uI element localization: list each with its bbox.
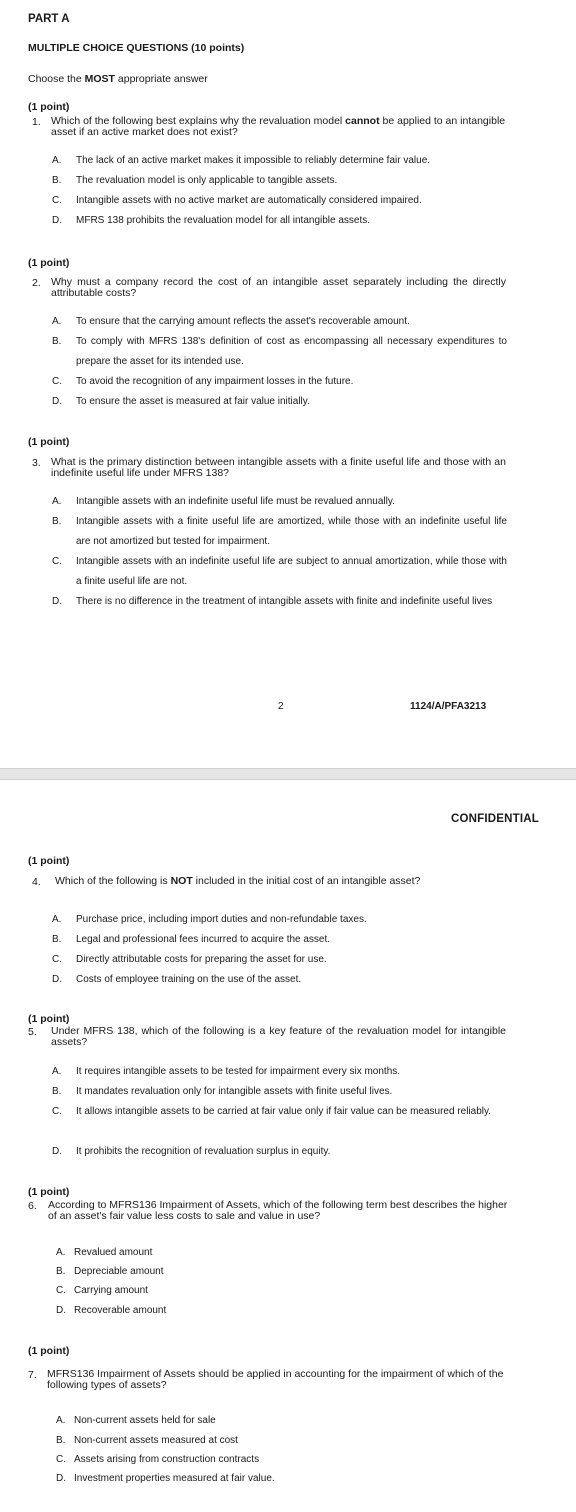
option-text: It prohibits the recognition of revaluation surplus in equity. — [76, 1146, 331, 1157]
option-letter: B. — [56, 1266, 66, 1277]
question-text-pre: Which of the following is — [55, 875, 171, 887]
option-letter: C. — [52, 376, 62, 387]
option-letter: D. — [52, 974, 62, 985]
option-letter: B. — [56, 1435, 66, 1446]
option-text: Investment properties measured at fair value. — [74, 1473, 275, 1484]
question-text: According to MFRS136 Impairment of Assets, which of the following term best describes the higher of an asset's fair value less costs to sale and value in use? — [48, 1199, 508, 1222]
question-number: 6. — [28, 1200, 37, 1212]
option-letter: C. — [56, 1285, 66, 1296]
question-points: (1 point) — [28, 257, 70, 269]
option-letter: D. — [56, 1305, 66, 1316]
option-d[interactable] — [52, 1146, 507, 1166]
part-heading: PART A — [28, 13, 70, 25]
option-text: Recoverable amount — [74, 1305, 167, 1316]
option-letter: A. — [52, 496, 62, 507]
option-text: Intangible assets with an indefinite useful life are subject to annual amortization, while those with a finite useful life are not. — [76, 556, 507, 587]
question-points: (1 point) — [28, 1013, 70, 1025]
page-number: 2 — [278, 701, 284, 712]
option-letter: A. — [56, 1247, 66, 1258]
option-letter: A. — [52, 155, 62, 166]
option-d[interactable] — [56, 1473, 356, 1493]
option-letter: C. — [56, 1454, 66, 1465]
option-letter: C. — [52, 556, 62, 567]
option-c[interactable] — [52, 1106, 507, 1146]
option-letter: B. — [52, 1086, 62, 1097]
option-text: To comply with MFRS 138's definition of cost as encompassing all necessary expenditures to prepare the asset for its intended use. — [76, 336, 507, 367]
question-text: MFRS136 Impairment of Assets should be applied in accounting for the impairment of which of the following types of assets? — [47, 1368, 504, 1391]
option-text: Non-current assets held for sale — [74, 1415, 216, 1426]
option-letter: C. — [52, 1106, 62, 1117]
page-separator — [0, 768, 576, 780]
option-letter: C. — [52, 954, 62, 965]
option-text: It mandates revaluation only for intangible assets with finite useful lives. — [76, 1086, 393, 1097]
question-number: 2. — [32, 277, 41, 289]
document-code: 1124/A/PFA3213 — [410, 701, 487, 712]
option-d[interactable] — [56, 1305, 356, 1325]
option-text: To ensure the asset is measured at fair value initially. — [76, 396, 310, 407]
question-text — [55, 876, 525, 887]
option-letter: C. — [52, 195, 62, 206]
question-text-post: included in the initial cost of an intangible asset? — [192, 875, 421, 887]
option-letter: A. — [52, 1066, 62, 1077]
option-text: Intangible assets with a finite useful life are amortized, while those with an indefinite useful life are not amortized but tested for impairment. — [76, 516, 507, 547]
option-letter: B. — [52, 175, 62, 186]
question-points: (1 point) — [28, 855, 70, 867]
option-text: Intangible assets with no active market are automatically considered impaired. — [76, 195, 422, 206]
section-heading: MULTIPLE CHOICE QUESTIONS (10 points) — [28, 42, 245, 54]
option-letter: A. — [52, 914, 62, 925]
question-number: 7. — [28, 1369, 37, 1381]
option-letter: A. — [56, 1415, 66, 1426]
option-c[interactable] — [52, 556, 507, 596]
option-letter: D. — [52, 596, 62, 607]
option-text: Carrying amount — [74, 1285, 148, 1296]
option-text: The lack of an active market makes it impossible to reliably determine fair value. — [76, 155, 431, 166]
option-letter: D. — [52, 1146, 62, 1157]
option-text: Revalued amount — [74, 1247, 153, 1258]
option-text: There is no difference in the treatment of intangible assets with finite and indefinite useful lives — [76, 596, 493, 607]
option-text: Directly attributable costs for preparing the asset for use. — [76, 954, 327, 965]
question-text-post: be applied to an intangible asset if an active market does not exist? — [51, 115, 506, 138]
option-text: It requires intangible assets to be tested for impairment every six months. — [76, 1066, 401, 1077]
question-text-pre: Which of the following best explains why the revaluation model — [51, 115, 346, 127]
option-d[interactable] — [52, 596, 507, 636]
instruction-bold: MOST — [84, 73, 115, 85]
option-letter: A. — [52, 316, 62, 327]
question-number: 5. — [28, 1026, 37, 1038]
option-d[interactable] — [52, 215, 492, 235]
question-text-bold: NOT — [170, 875, 193, 887]
option-text: Costs of employee training on the use of the asset. — [76, 974, 302, 985]
question-number: 3. — [32, 457, 41, 469]
option-text: To ensure that the carrying amount reflects the asset's recoverable amount. — [76, 316, 410, 327]
instruction-post: appropriate answer — [114, 73, 208, 85]
option-text: MFRS 138 prohibits the revaluation model for all intangible assets. — [76, 215, 371, 226]
instruction — [28, 73, 208, 85]
question-points: (1 point) — [28, 1345, 70, 1357]
instruction-pre: Choose the — [28, 73, 85, 85]
option-text: Depreciable amount — [74, 1266, 164, 1277]
option-letter: D. — [56, 1473, 66, 1484]
option-text: To avoid the recognition of any impairment losses in the future. — [76, 376, 354, 387]
option-d[interactable] — [52, 974, 492, 994]
option-letter: B. — [52, 336, 62, 347]
option-letter: B. — [52, 934, 62, 945]
confidential-label: CONFIDENTIAL — [451, 813, 540, 825]
question-text-bold: cannot — [345, 115, 380, 127]
option-text: Purchase price, including import duties and non-refundable taxes. — [76, 914, 367, 925]
question-number: 4. — [32, 876, 41, 888]
option-text: Non-current assets measured at cost — [74, 1435, 238, 1446]
question-text: Under MFRS 138, which of the following is a key feature of the revaluation model for intangible assets? — [51, 1025, 506, 1048]
option-letter: D. — [52, 215, 62, 226]
option-text: It allows intangible assets to be carried at fair value only if fair value can be measured reliably. — [76, 1106, 492, 1117]
option-text: The revaluation model is only applicable to tangible assets. — [76, 175, 338, 186]
question-text: Why must a company record the cost of an intangible asset separately including the directly attributable costs? — [51, 276, 506, 299]
option-d[interactable] — [52, 396, 507, 416]
question-text: What is the primary distinction between intangible assets with a finite useful life and those with an indefinite useful life under MFRS 138? — [51, 456, 506, 479]
option-letter: D. — [52, 396, 62, 407]
option-b[interactable] — [52, 516, 507, 556]
option-b[interactable] — [52, 336, 507, 376]
question-points: (1 point) — [28, 436, 70, 448]
question-points: (1 point) — [28, 1186, 70, 1198]
question-text — [51, 116, 511, 138]
question-number: 1. — [32, 116, 41, 128]
option-text: Intangible assets with an indefinite useful life must be revalued annually. — [76, 496, 395, 507]
option-text: Assets arising from construction contracts — [74, 1454, 260, 1465]
option-text: Legal and professional fees incurred to acquire the asset. — [76, 934, 331, 945]
question-points: (1 point) — [28, 101, 70, 113]
option-letter: B. — [52, 516, 62, 527]
